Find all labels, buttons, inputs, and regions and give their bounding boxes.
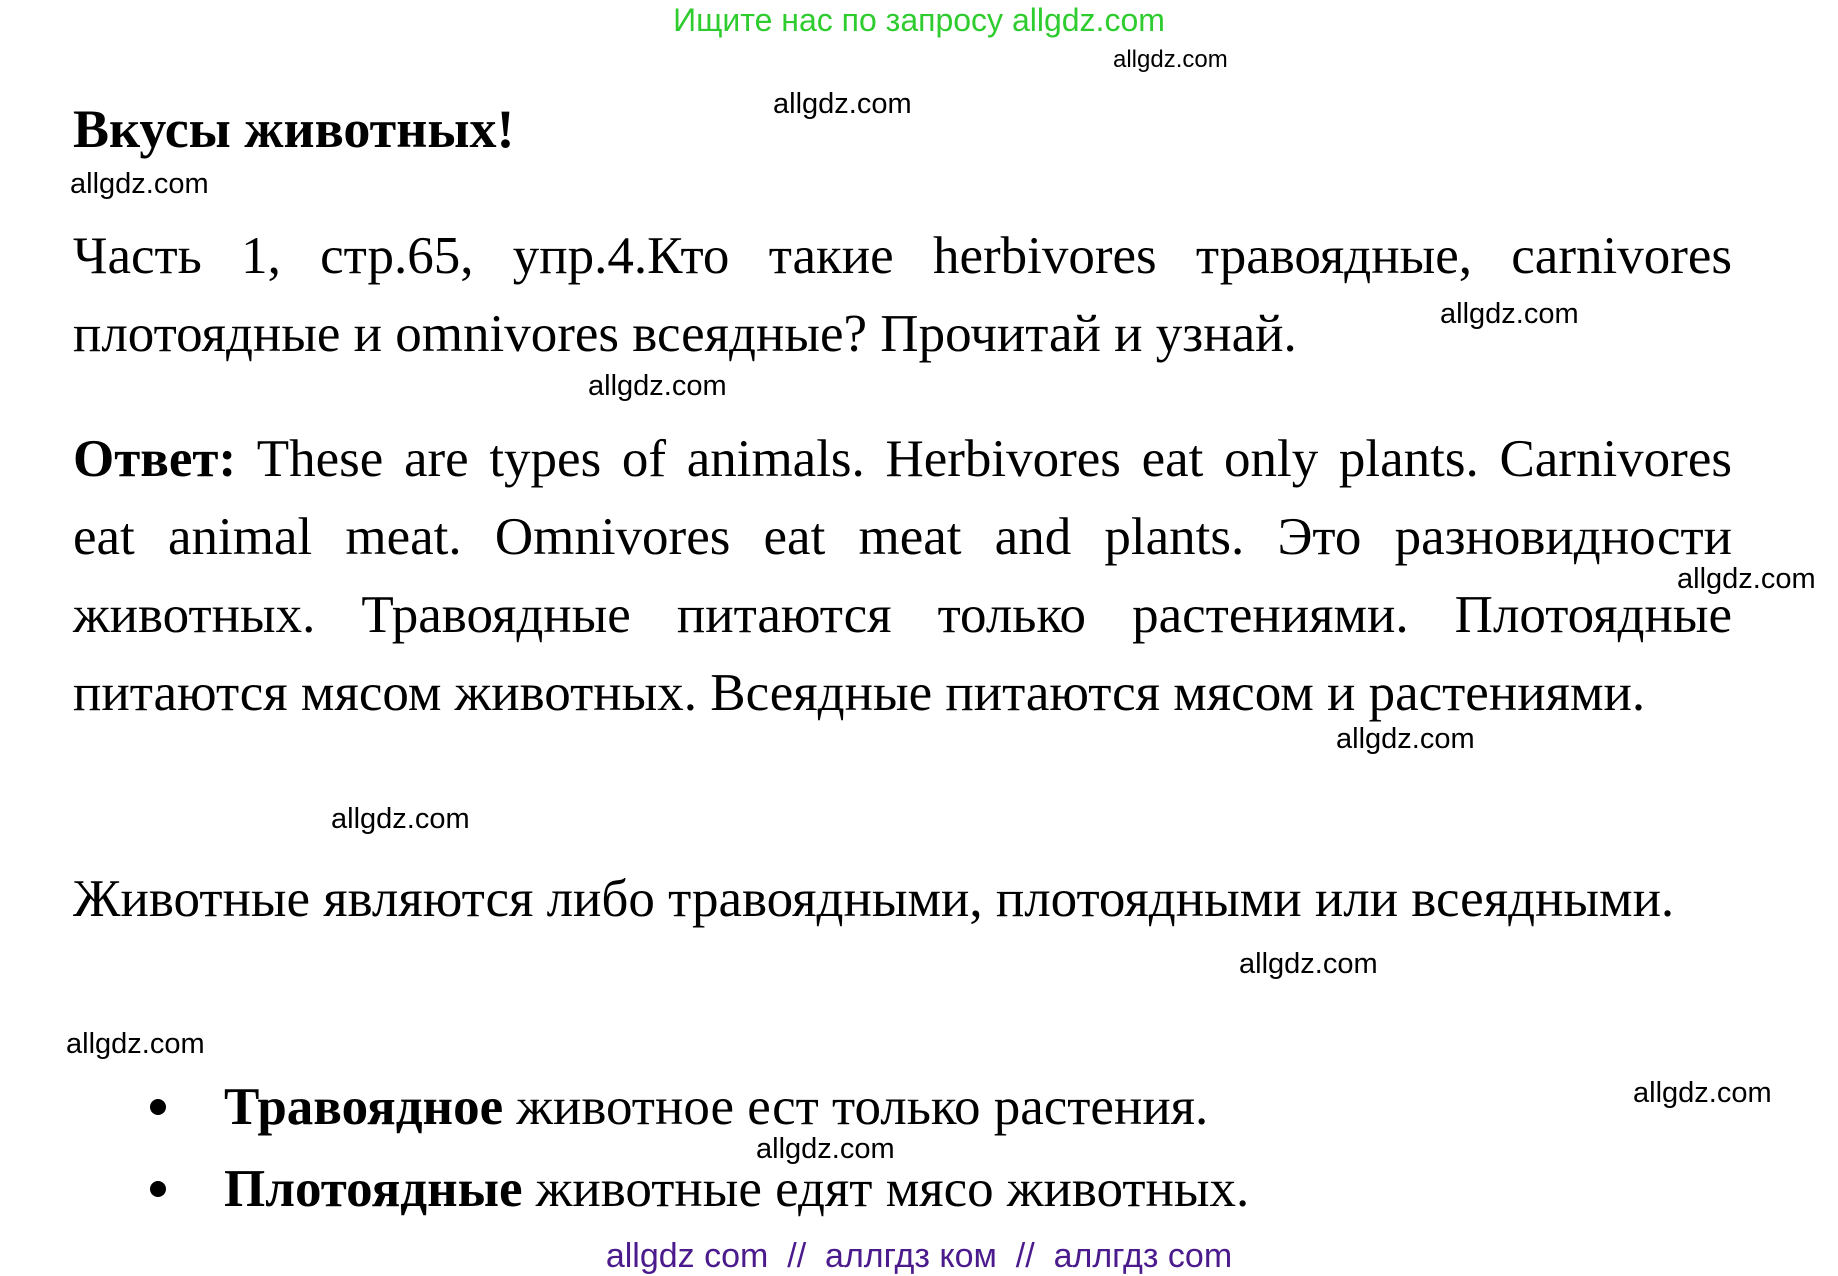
task-text: Часть 1, стр.65, упр.4.Кто такие herbivores травоядные, carnivores плотоядные и omnivores всеядные? Прочитай и узнай.: [73, 227, 1732, 363]
answer-paragraph: [73, 420, 1732, 732]
list-item: [150, 1066, 1249, 1148]
bullet-text: животные едят мясо животных.: [522, 1160, 1250, 1218]
watermark: allgdz.com: [588, 370, 727, 402]
answer-label: Ответ:: [73, 430, 237, 488]
watermark: allgdz.com: [1336, 723, 1475, 755]
page-title: Вкусы животных!: [73, 99, 515, 159]
bullet-term: Плотоядные: [224, 1160, 523, 1218]
list-item: [150, 1148, 1249, 1230]
watermark: allgdz.com: [66, 1028, 205, 1060]
watermark: allgdz.com: [331, 803, 470, 835]
bullet-icon: [150, 1099, 166, 1115]
watermark: allgdz.com: [1633, 1077, 1772, 1109]
bullet-list: [150, 1066, 1249, 1230]
summary-text: Животные являются либо травоядными, плотоядными или всеядными.: [73, 870, 1675, 928]
watermark: allgdz.com: [1239, 948, 1378, 980]
footer-watermark: allgdz com // аллгдз ком // аллгдз com: [605, 1237, 1233, 1275]
watermark: allgdz.com: [756, 1133, 895, 1165]
bullet-icon: [150, 1181, 166, 1197]
watermark: allgdz.com: [1677, 563, 1816, 595]
watermark: allgdz.com: [1113, 46, 1228, 73]
search-banner: Ищите нас по запросу allgdz.com: [673, 2, 1165, 38]
watermark: allgdz.com: [1440, 298, 1579, 330]
watermark: allgdz.com: [70, 168, 209, 200]
bullet-text: животное ест только растения.: [503, 1078, 1209, 1136]
answer-text: These are types of animals. Herbivores eat only plants. Carnivores eat animal meat. Omnivores eat meat and plants. Это разновидности животных. Травоядные питаются только растениями. Плотоядные питаются мясом животных. Всеядные питаются мясом и растениями.: [73, 430, 1732, 722]
watermark: allgdz.com: [773, 88, 912, 120]
bullet-term: Травоядное: [224, 1078, 504, 1136]
